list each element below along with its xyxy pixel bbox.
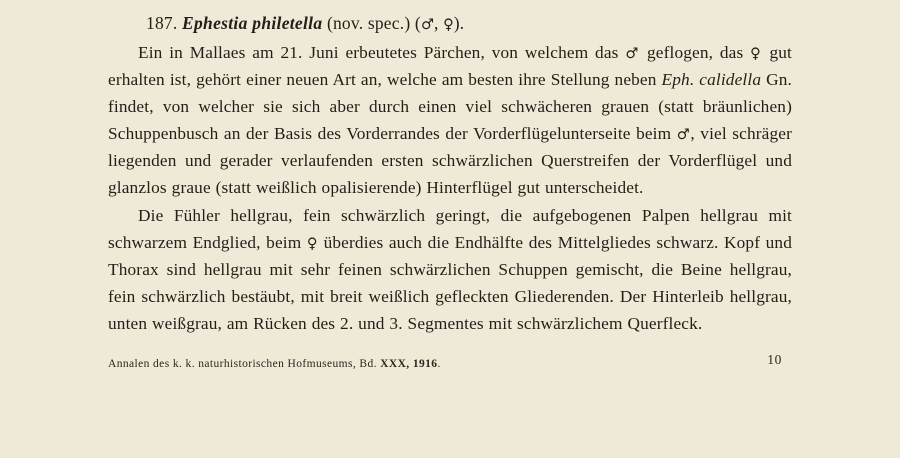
male-symbol-icon: ♂ (676, 126, 691, 143)
text-run: gut erhalten ist, gehört einer neuen Art an, welche am besten ihre Stellung neben (108, 42, 792, 89)
footer-suffix: . (437, 358, 441, 370)
taxon-name: Ephestia philetella (182, 13, 323, 33)
text-run: überdies auch die Endhälfte des Mittelgliedes schwarz. Kopf und Thorax sind hellgrau mit sehr feinen schwärzlichen Schuppen gemischt, die Beine hellgrau, fein schwärzlich bestäubt, mit breit weißlich gefleckten Gliederenden. Der Hinterleib hellgrau, unten weißgrau, am Rücken des 2. und 3. Segmentes mit schwärzlichem Querfleck. (108, 233, 792, 334)
text-run: Die Fühler hellgrau, fein schwärzlich geringt, die aufgebogenen Palpen hellgrau mit schwarzem Endglied, beim (108, 206, 792, 253)
paragraph-description (108, 39, 792, 201)
entry-heading (108, 10, 792, 37)
footer-volume: XXX, 1916 (380, 358, 438, 370)
female-symbol-icon: ♀ (750, 45, 763, 62)
species-reference: Eph. calidella (661, 69, 762, 89)
text-run: Gn. findet, von welcher sie sich aber durch einen viel schwächeren grauen (statt bräunlichen) Schuppenbusch an der Basis des Vorderrandes der Vorderflügelunterseite beim (108, 69, 793, 143)
page-number: 10 (767, 352, 782, 367)
text-run: geflogen, das (640, 42, 751, 62)
female-symbol-icon: ♀ (443, 17, 454, 33)
sex-separator: , (433, 13, 444, 33)
text-run: , viel schräger liegenden und gerader verlaufenden ersten schwärzlichen Querstreifen der Vorderflügel und glanzlos graue (statt weißlich opalisierende) Hinterflügel gut unterscheidet. (108, 123, 792, 198)
paragraph-morphology (108, 202, 792, 337)
text-run: Ein in Mallaes am 21. Juni erbeutetes Pärchen, von welchem das (138, 42, 626, 62)
entry-number: 187. (146, 13, 178, 33)
footer-prefix: Annalen des k. k. naturhistorischen Hofmuseums, Bd. (108, 358, 381, 370)
male-symbol-icon: ♂ (420, 17, 434, 33)
running-footer (108, 358, 441, 370)
sex-group-open: ( (414, 13, 421, 33)
entry-authority: (nov. spec.) (326, 13, 411, 33)
male-symbol-icon: ♂ (625, 45, 641, 62)
sex-group-close: ). (453, 13, 465, 33)
female-symbol-icon: ♀ (306, 236, 319, 253)
